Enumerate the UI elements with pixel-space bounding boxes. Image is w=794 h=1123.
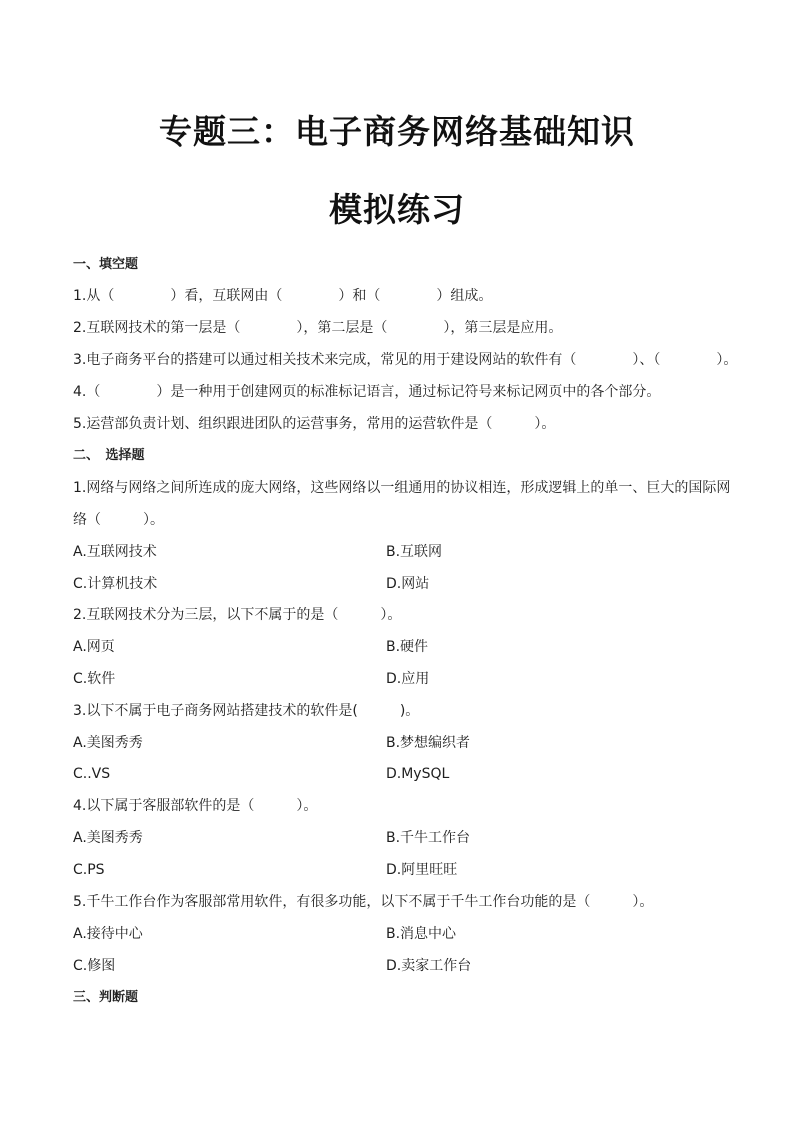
choice-3-option-b: B.梦想编织者 (386, 735, 471, 751)
choice-5-option-c: C.修图 (73, 958, 116, 974)
section-fill-blank-heading: 一、填空题 (73, 257, 139, 272)
choice-3-option-d: D.MySQL (386, 766, 450, 782)
choice-1-option-b: B.互联网 (386, 544, 443, 560)
choice-3-option-c: C..VS (73, 766, 111, 782)
choice-question-4: 4.以下属于客服部软件的是（ ）。 (73, 798, 318, 814)
choice-question-1-line1: 1.网络与网络之间所连成的庞大网络，这些网络以一组通用的协议相连，形成逻辑上的单一、巨大的国际网 (73, 480, 731, 496)
choice-question-3: 3.以下不属于电子商务网站搭建技术的软件是( )。 (73, 703, 420, 719)
choice-4-option-d: D.阿里旺旺 (386, 862, 458, 878)
choice-4-option-a: A.美图秀秀 (73, 830, 143, 846)
choice-5-option-d: D.卖家工作台 (386, 958, 472, 974)
fill-question-3: 3.电子商务平台的搭建可以通过相关技术来完成，常见的用于建设网站的软件有（ ）、（ ）。 (73, 352, 738, 368)
fill-question-4: 4.（ ）是一种用于创建网页的标准标记语言，通过标记符号来标记网页中的各个部分。 (73, 384, 661, 400)
choice-3-option-a: A.美图秀秀 (73, 735, 143, 751)
title-sub: 模拟练习 (329, 190, 465, 229)
choice-4-option-c: C.PS (73, 862, 105, 878)
section-true-false-heading: 三、判断题 (73, 990, 139, 1005)
choice-question-1-line2: 络（ ）。 (73, 512, 164, 528)
choice-2-option-a: A.网页 (73, 639, 115, 655)
title-main: 专题三：电子商务网络基础知识 (159, 112, 635, 151)
choice-2-option-c: C.软件 (73, 671, 116, 687)
choice-1-option-d: D.网站 (386, 576, 430, 592)
choice-5-option-b: B.消息中心 (386, 926, 457, 942)
choice-1-option-c: C.计算机技术 (73, 576, 158, 592)
choice-4-option-b: B.千牛工作台 (386, 830, 471, 846)
choice-2-option-d: D.应用 (386, 671, 430, 687)
fill-question-2: 2.互联网技术的第一层是（ ），第二层是（ ），第三层是应用。 (73, 320, 563, 336)
fill-question-1: 1.从（ ）看，互联网由（ ）和（ ）组成。 (73, 288, 493, 304)
section-choice-heading: 二、 选择题 (73, 448, 145, 463)
choice-1-option-a: A.互联网技术 (73, 544, 157, 560)
choice-2-option-b: B.硬件 (386, 639, 429, 655)
choice-question-2: 2.互联网技术分为三层，以下不属于的是（ ）。 (73, 607, 402, 623)
choice-5-option-a: A.接待中心 (73, 926, 143, 942)
choice-question-5: 5.千牛工作台作为客服部常用软件，有很多功能，以下不属于千牛工作台功能的是（ ）。 (73, 894, 654, 910)
fill-question-5: 5.运营部负责计划、组织跟进团队的运营事务，常用的运营软件是（ ）。 (73, 416, 556, 432)
